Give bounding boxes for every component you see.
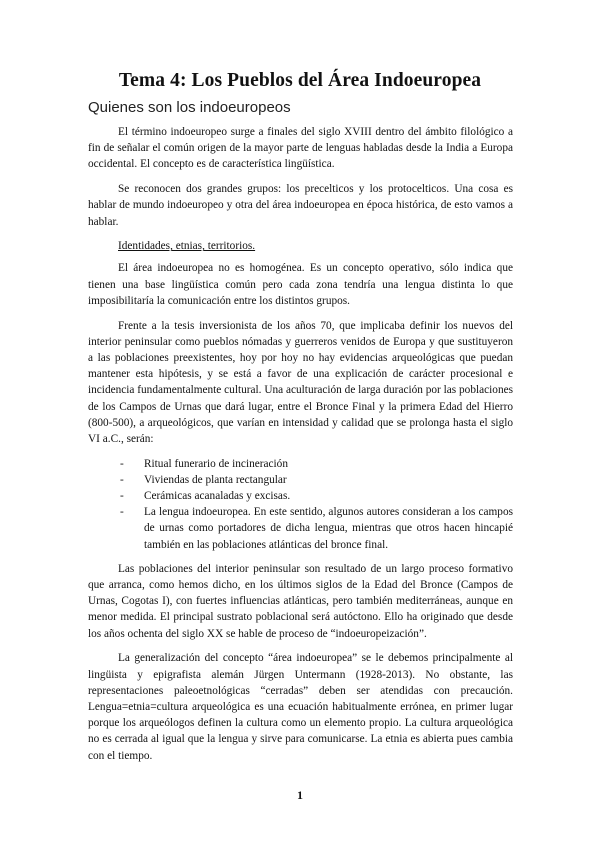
document-title: Tema 4: Los Pueblos del Área Indoeuropea <box>118 70 482 91</box>
bullet-list <box>88 456 513 553</box>
document-body <box>88 124 513 772</box>
paragraph: El área indoeuropea no es homogénea. Es un concepto operativo, sólo indica que tienen una base lingüística común pero cada zona tendría una lengua distinta lo que imposibilitaría la comunicación entre los distintos grupos. <box>88 262 513 307</box>
section-heading: Identidades, etnias, territorios. <box>118 240 256 253</box>
paragraph: Las poblaciones del interior peninsular son resultado de un largo proceso formativo que arranca, como hemos dicho, en los últimos siglos de la Edad del Bronce (Campos de Urnas, Cogotas I), con fuertes influencias atlánticas, pero también mediterráneas, aunque en menor medida. El principal sustrato poblacional será autóctono. Ello ha originado que desde los años ochenta del siglo XX se hable de proceso de “indoeuropeización”. <box>88 562 513 640</box>
paragraph: La generalización del concepto “área indoeuropea” se le debemos principalmente al lingüista y epigrafista alemán Jürgen Untermann (1928-2013). No obstante, las representaciones paleoetnológicas “cerradas” deben ser atendidas con precaución. Lengua=etnia=cultura arqueológica es una ecuación habitualmente errónea, en primer lugar porque los arqueólogos definen la cultura como un elemento propio. La cultura arqueológica no es cerrada al igual que la lengua y sirve para comunicarse. La etnia es abierta pues cambia con el tiempo. <box>88 652 513 762</box>
paragraph: El término indoeuropeo surge a finales del siglo XVIII dentro del ámbito filológico a fin de señalar el común origen de la mayor parte de lenguas habladas desde la India a Europa occidental. El concepto es de característica lingüística. <box>88 126 513 171</box>
list-item: - La lengua indoeuropea. En este sentido, algunos autores consideran a los campos de urnas como portadores de dicha lengua, mientras que otros hacen hincapié también en las poblaciones atlánticas del bronce final. <box>120 504 513 553</box>
list-item: - Cerámicas acanaladas y excisas. <box>120 488 513 504</box>
list-item: - Ritual funerario de incineración <box>120 456 513 472</box>
section-subtitle: Quienes son los indoeuropeos <box>88 99 291 116</box>
page-number: 1 <box>297 788 303 802</box>
paragraph: Frente a la tesis inversionista de los años 70, que implicaba definir los nuevos del interior peninsular como pueblos nómadas y guerreros venidos de Europa y que sustituyeron a las poblaciones preexistentes, hoy por hoy no hay evidencias arqueológicas que puedan mantener esta hipótesis, y se está a favor de una explicación de carácter procesional e incidencia fundamentalmente cultural. Una aculturación de larga duración por las poblaciones de los Campos de Urnas que dará lugar, entre el Bronce Final y la primera Edad del Hierro (800-500), a arqueológicos, que varían en intensidad y calidad que se prolonga hasta el siglo VI a.C., serán: <box>88 319 513 445</box>
list-item: - Viviendas de planta rectangular <box>120 472 513 488</box>
paragraph: Se reconocen dos grandes grupos: los precelticos y los protocelticos. Una cosa es hablar de mundo indoeuropeo y otra del área indoeuropea en época histórica, de esto vamos a hablar. <box>88 183 513 228</box>
